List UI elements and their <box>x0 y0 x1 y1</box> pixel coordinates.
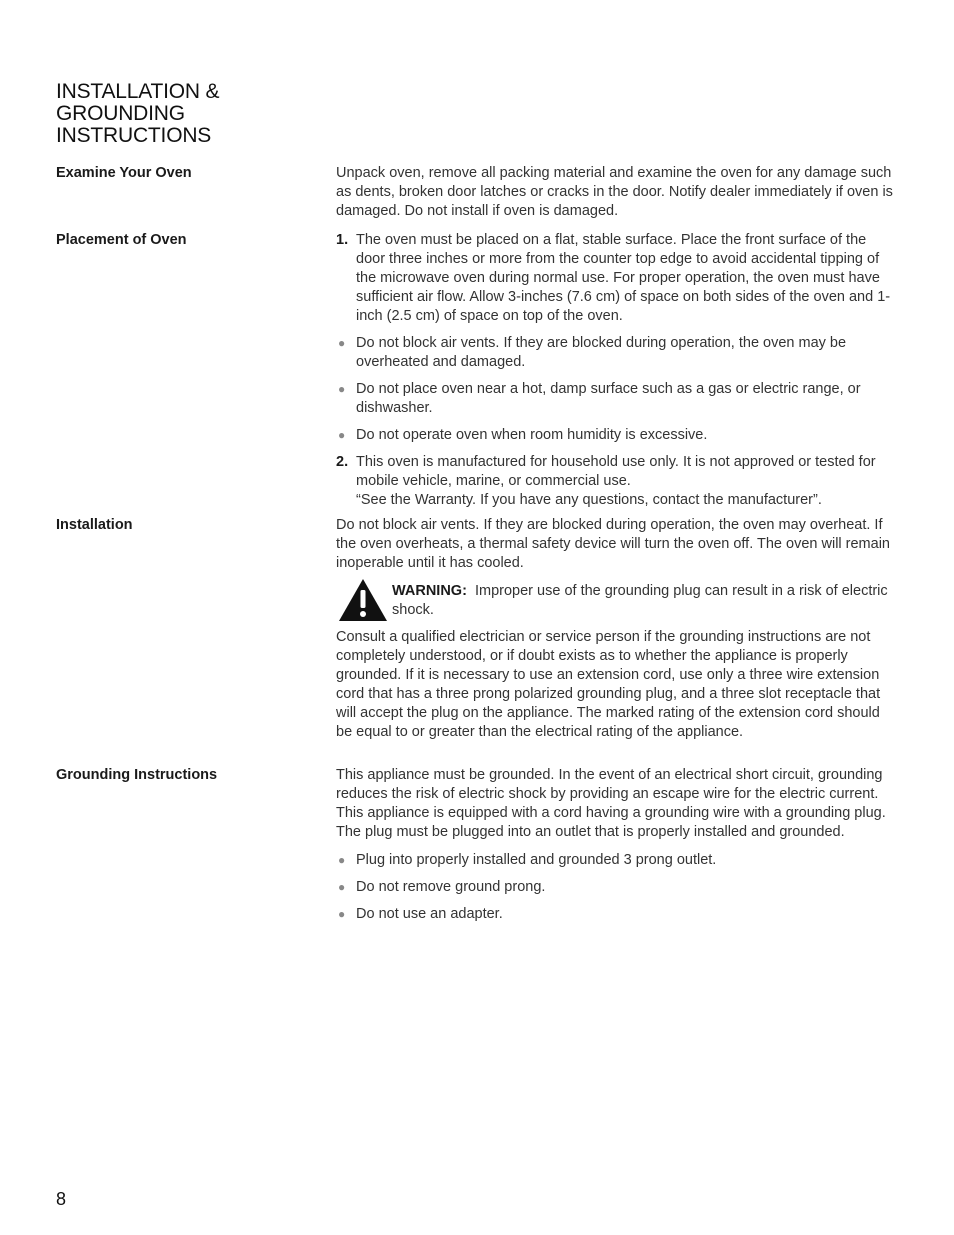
bullet-item-text: Do not remove ground prong. <box>356 879 546 895</box>
section-body-placement <box>336 231 898 518</box>
bullet-item <box>336 905 898 924</box>
page-title-line-2: GROUNDING <box>56 102 185 125</box>
bullet-item <box>336 878 898 897</box>
item-number-1: 1. <box>336 232 349 248</box>
bullet-dot-icon: ● <box>338 880 346 894</box>
numbered-item-2 <box>336 453 898 510</box>
section-heading-examine: Examine Your Oven <box>56 165 192 181</box>
warning-triangle-icon <box>338 578 388 622</box>
bullet-item <box>336 380 898 418</box>
section-heading-grounding: Grounding Instructions <box>56 767 218 783</box>
numbered-item-1-text: The oven must be placed on a flat, stable surface. Place the front surface of the door three inches or more from the counter top edge to avoid accidental tipping of the microwave oven during normal use. For proper operation, the oven must have sufficient air flow. Allow 3-inches (7.6 cm) of space on both sides of the oven and 1-inch (2.5 cm) of space on top of the oven. <box>356 232 891 324</box>
installation-paragraph-2: Consult a qualified electrician or service person if the grounding instructions are not completely understood, or if doubt exists as to whether the appliance is properly grounded. If it is necessary to use an extension cord, use only a three wire extension cord that has a three prong polarized grounding plug, and a three slot receptacle that will accept the plug on the appliance. The marked rating of the extension cord should be equal to or greater than the electrical rating of the appliance. <box>336 629 881 740</box>
page-title <box>56 81 219 147</box>
bullet-dot-icon: ● <box>338 382 346 396</box>
bullet-dot-icon: ● <box>338 853 346 867</box>
bullet-item-text: Do not use an adapter. <box>356 906 503 922</box>
section-heading-installation: Installation <box>56 517 133 533</box>
numbered-item-2-text: This oven is manufactured for household use only. It is not approved or tested for mobile vehicle, marine, or commercial use. <box>356 454 876 489</box>
bullet-item-text: Do not operate oven when room humidity is excessive. <box>356 427 708 443</box>
bullet-item <box>336 426 898 445</box>
warning-label: WARNING: <box>392 583 467 599</box>
section-body-examine <box>336 164 898 230</box>
section-heading-placement: Placement of Oven <box>56 232 187 248</box>
bullet-item <box>336 334 898 372</box>
warranty-note: “See the Warranty. If you have any questions, contact the manufacturer”. <box>356 492 822 508</box>
bullet-dot-icon: ● <box>338 907 346 921</box>
numbered-item-1 <box>336 231 898 326</box>
bullet-dot-icon: ● <box>338 428 346 442</box>
grounding-paragraph: This appliance must be grounded. In the event of an electrical short circuit, grounding reduces the risk of electric shock by providing an escape wire for the electric current. This appliance is equipped with a cord having a grounding wire with a grounding plug. The plug must be plugged into an outlet that is properly installed and grounded. <box>336 767 886 840</box>
bullet-item-text: Do not block air vents. If they are blocked during operation, the oven may be overheated and damaged. <box>356 335 847 370</box>
warning-text-block <box>392 582 898 620</box>
examine-paragraph: Unpack oven, remove all packing material and examine the oven for any damage such as dents, broken door latches or cracks in the door. Notify dealer immediately if oven is damaged. Do not install if oven is damaged. <box>336 165 893 219</box>
page-title-line-3: INSTRUCTIONS <box>56 124 212 147</box>
bullet-item <box>336 851 898 870</box>
installation-paragraph: Do not block air vents. If they are blocked during operation, the oven may overheat. If the oven overheats, a thermal safety device will turn the oven off. The oven will remain inoperable until it has cooled. <box>336 517 890 571</box>
bullet-item-text: Plug into properly installed and grounded 3 prong outlet. <box>356 852 717 868</box>
bullet-dot-icon: ● <box>338 336 346 350</box>
page-number: 8 <box>56 1189 67 1209</box>
section-body-grounding <box>336 766 898 932</box>
bullet-item-text: Do not place oven near a hot, damp surface such as a gas or electric range, or dishwasher. <box>356 381 861 416</box>
warning-callout <box>336 582 898 620</box>
page-title-line-1: INSTALLATION & <box>56 80 220 103</box>
item-number-2: 2. <box>336 454 349 470</box>
warning-text: Improper use of the grounding plug can result in a risk of electric shock. <box>392 583 888 618</box>
section-body-installation <box>336 516 898 751</box>
